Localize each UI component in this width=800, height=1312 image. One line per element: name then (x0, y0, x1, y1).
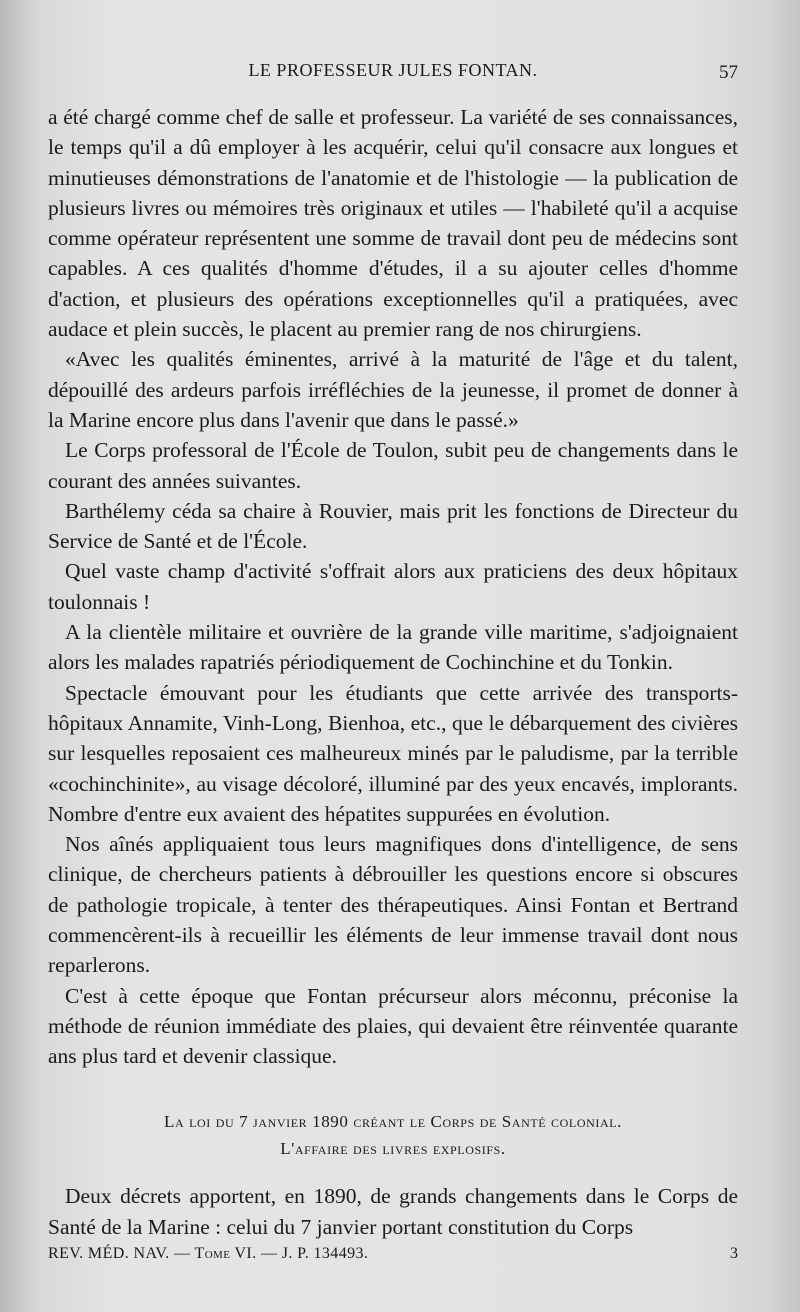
signature-mark: 3 (730, 1245, 738, 1262)
paragraph-3: Le Corps professoral de l'École de Toulon, subit peu de changements dans le courant des années suivantes. (48, 438, 738, 493)
paragraph-6: A la clientèle militaire et ouvrière de la grande ville maritime, s'adjoignaient alors les malades rapatriés périodiquement de Cochinchine et du Tonkin. (48, 620, 738, 675)
paragraph-1: a été chargé comme chef de salle et professeur. La variété de ses connaissances, le temps qu'il a dû employer à les acquérir, celui qu'il consacre aux longues et minutieuses démonstrations de l'anatomie et de l'histologie — la publication de plusieurs livres ou mémoires très originaux et utiles — l'habileté qu'il a acquise comme opérateur représentent une somme de travail dont peu de médecins sont capables. A ces qualités d'homme d'études, il a su ajouter celles d'homme d'action, et plusieurs des opérations exceptionnelles qu'il a pratiquées, avec audace et plein succès, le placent au premier rang de nos chirurgiens. (48, 105, 738, 342)
section-heading (48, 1108, 738, 1162)
section-heading-line-1: La loi du 7 janvier 1890 créant le Corps de Santé colonial. (163, 1112, 623, 1131)
section-paragraph: Deux décrets apportent, en 1890, de grands changements dans le Corps de Santé de la Marine : celui du 7 janvier portant constitution du Corps (48, 1184, 738, 1239)
paragraph-4: Barthélemy céda sa chaire à Rouvier, mais prit les fonctions de Directeur du Service de Santé et de l'École. (48, 498, 738, 554)
footer-citation (48, 1245, 368, 1263)
page-header (48, 60, 738, 86)
main-text (48, 102, 738, 1072)
page-number: 57 (719, 62, 738, 83)
page-footer (48, 1245, 738, 1269)
footer-citation-text: REV. MÉD. NAV. — Tome VI. — J. P. 134493. (48, 1245, 369, 1262)
paragraph-7: Spectacle émouvant pour les étudiants que cette arrivée des transports-hôpitaux Annamite, Vinh-Long, Bienhoa, etc., que le débarquement des civières sur lesquelles reposaient ces malheureux minés par le paludisme, par la terrible «cochinchinite», au visage décoloré, illuminé par des yeux encavés, implorants. Nombre d'entre eux avaient des hépatites suppurées en évolution. (48, 680, 738, 826)
section-heading-line-2: L'affaire des livres explosifs. (280, 1139, 506, 1158)
paragraph-8: Nos aînés appliquaient tous leurs magnifiques dons d'intelligence, de sens clinique, de chercheurs patients à débrouiller les questions encore si obscures de pathologie tropicale, à tenter des thérapeutiques. Ainsi Fontan et Bertrand commencèrent-ils à recueillir les éléments de leur immense travail dont nous reparlerons. (48, 832, 738, 978)
paragraph-2: «Avec les qualités éminentes, arrivé à la maturité de l'âge et du talent, dépouillé des ardeurs parfois irréfléchies de la jeunesse, il promet de donner à la Marine encore plus dans l'avenir que dans le passé.» (48, 347, 738, 432)
paragraph-9: C'est à cette époque que Fontan précurseur alors méconnu, préconise la méthode de réunion immédiate des plaies, qui devaient être réinventée quarante ans plus tard et devenir classique. (48, 983, 738, 1069)
running-title: LE PROFESSEUR JULES FONTAN. (248, 60, 538, 80)
paragraph-5: Quel vaste champ d'activité s'offrait alors aux praticiens des deux hôpitaux toulonnais ! (48, 559, 738, 614)
section-text (48, 1181, 738, 1242)
